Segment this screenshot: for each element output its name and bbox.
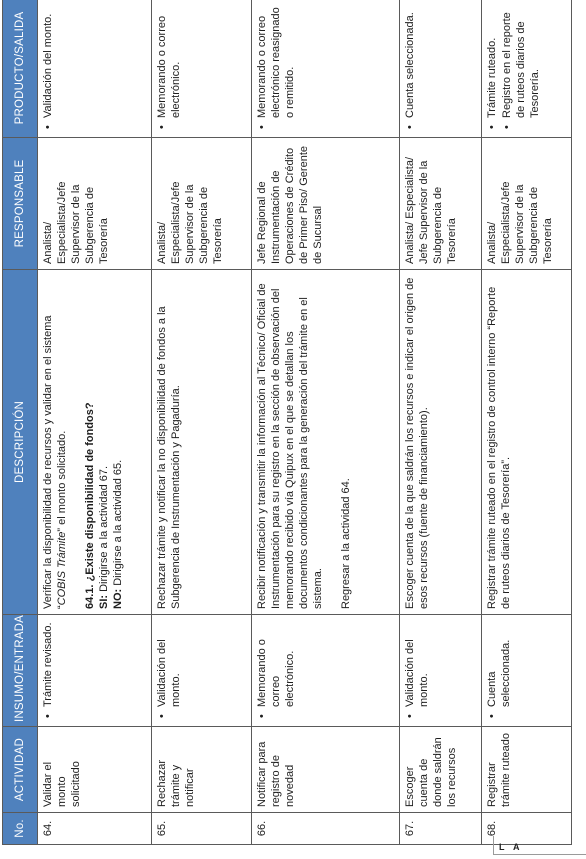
- description-text: Registrar trámite ruteado en el registro de control interno “Reporte de ruteos diarios de Tesorería”.: [486, 286, 512, 609]
- description-text: Verificar la disponibilidad de recursos y validar en el sistema “COBIS Trámite” el monto solicitado.: [42, 315, 68, 609]
- list-item: • Validación del monto.: [155, 620, 183, 707]
- description-text: Escoger cuenta de la que saldrán los recursos e indicar el origen de esos recursos (fuente de financiamiento).: [404, 277, 430, 609]
- output-cell: [252, 0, 400, 138]
- row-number: 64.: [38, 813, 152, 845]
- output-cell: [152, 0, 252, 138]
- description-cell: [152, 270, 252, 615]
- decision-yes: SI: Dirigirse a la actividad 67.: [98, 465, 110, 609]
- list-item: • Validación del monto.: [403, 620, 431, 707]
- table-row: [38, 0, 152, 845]
- header-descripcion: DESCRIPCIÓN: [3, 270, 38, 615]
- input-cell: [400, 615, 482, 727]
- row-number: 66.: [252, 813, 400, 845]
- description-cell: [482, 270, 572, 615]
- description-cell: [38, 270, 152, 615]
- output-cell: [38, 0, 152, 138]
- procedure-table: [2, 0, 572, 845]
- description-cell: [252, 270, 400, 615]
- header-no: No.: [3, 813, 38, 845]
- list-item: • Cuenta seleccionada.: [485, 620, 513, 707]
- list-item: • Registro en el reporte de ruteos diarios de Tesorería.: [500, 4, 542, 118]
- description-text: Rechazar trámite y notificar la no disponibilidad de fondos a la Subgerencia de Instrumentación y Pagaduría.: [156, 306, 182, 609]
- input-cell: [38, 615, 152, 727]
- list-item: • Validación del monto.: [41, 4, 55, 118]
- table-row: [400, 0, 482, 845]
- header-responsable: RESPONSABLE: [3, 138, 38, 270]
- input-cell: [482, 615, 572, 727]
- description-return: Regresar a la actividad 64.: [340, 478, 352, 609]
- row-number: 68.: [482, 813, 572, 845]
- row-number: 67.: [400, 813, 482, 845]
- output-cell: [400, 0, 482, 138]
- responsible-cell: Jefe Regional de Instrumentación de Operaciones de Crédito de Primer Piso/ Gerente de Sucursal: [252, 138, 400, 270]
- table-row: [152, 0, 252, 845]
- activity-cell: Validar el monto solicitado: [38, 727, 152, 813]
- output-cell: [482, 0, 572, 138]
- header-insumo: INSUMO/ENTRADA: [3, 615, 38, 727]
- decision-question: 64.1. ¿Existe disponibilidad de fondos?: [84, 402, 96, 609]
- list-item: • Trámite ruteado.: [485, 4, 499, 118]
- table-row: [252, 0, 400, 845]
- description-cell: [400, 270, 482, 615]
- activity-cell: Rechazar trámite y notificar: [152, 727, 252, 813]
- activity-cell: Registrar trámite ruteado: [482, 727, 572, 813]
- responsible-cell: Analista/ Especialista/Jefe Supervisor de la Subgerencia de Tesorería: [482, 138, 572, 270]
- page-side-tabs: [493, 819, 586, 859]
- list-item: • Memorando o correo electrónico.: [255, 620, 297, 707]
- activity-cell: Escoger cuenta de donde saldrán los recursos: [400, 727, 482, 813]
- side-tab-label: L: [499, 842, 505, 852]
- description-text: Recibir notificación y transmitir la información al Técnico/ Oficial de Instrumentación para su registro en la sección de observación del memorando recibido vía Quipux en el que se detallan los documentos condicionantes para la generación del trámite en el sistema.: [256, 283, 324, 609]
- side-tab-box: [493, 836, 586, 855]
- list-item: • Memorando o correo electrónico reasignado o remitido.: [255, 4, 297, 118]
- header-producto: PRODUCTO/SALIDA: [3, 0, 38, 138]
- list-item: • Trámite revisado.: [41, 620, 55, 707]
- responsible-cell: Analista/ Especialista/Jefe Supervisor de la Subgerencia de Tesorería: [38, 138, 152, 270]
- side-tab-label: A: [513, 842, 520, 852]
- input-cell: [152, 615, 252, 727]
- list-item: • Memorando o correo electrónico.: [155, 4, 183, 118]
- decision-no: NO: Dirigirse a la actividad 65.: [112, 459, 124, 609]
- table-row: [482, 0, 572, 845]
- row-number: 65.: [152, 813, 252, 845]
- activity-cell: Notificar para registro de novedad: [252, 727, 400, 813]
- header-actividad: ACTIVIDAD: [3, 727, 38, 813]
- responsible-cell: Analista/ Especialista/ Jefe Supervisor de la Subgerencia de Tesorería: [400, 138, 482, 270]
- list-item: • Cuenta seleccionada.: [403, 4, 417, 118]
- responsible-cell: Analista/ Especialista/Jefe Supervisor de la Subgerencia de Tesorería: [152, 138, 252, 270]
- input-cell: [252, 615, 400, 727]
- table-header-row: [3, 0, 38, 845]
